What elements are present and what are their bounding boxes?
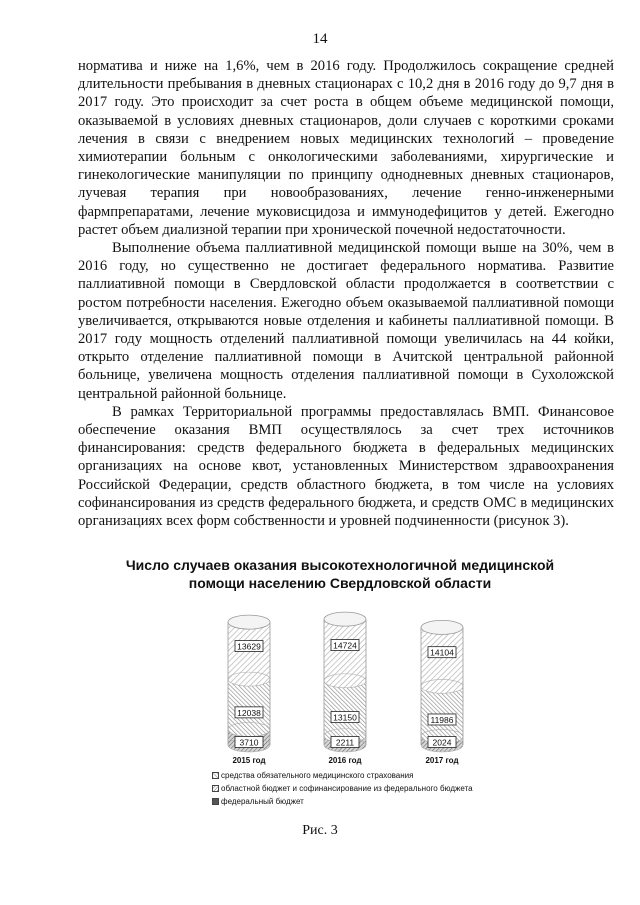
segment-regional [324, 681, 366, 736]
legend-item-regional [212, 782, 512, 795]
segment-oms-base [228, 672, 270, 686]
data-label [235, 641, 263, 652]
data-label-text: 13150 [333, 712, 357, 723]
cylinder-top [421, 620, 463, 634]
figure-title: Число случаев оказания высокотехнологичной медицинской помощи населению Свердловской области [125, 557, 555, 591]
bar-stack [228, 615, 270, 752]
data-label-text: 14104 [430, 647, 454, 658]
bar-stack [324, 612, 366, 752]
data-label [235, 707, 263, 718]
data-label-text: 2024 [432, 737, 452, 748]
paragraph: норматива и ниже на 1,6%, чем в 2016 году. Продолжилось сокращение средней длительности пребывания в дневных стационарах с 10,2 дня в 2016 году до 9,7 дня в 2017 году. Это происходит за счет роста в общем объеме медицинской помощи, оказываемой в условиях дневных стационаров, доли случаев с короткими сроками лечения в связи с внедрением новых медицинских технологий – проведение химиотерапии больным с онкологическими заболеваниями, хирургические и гинекологические манипуляции по принципу однодневных дневных стационаров, лучевая терапия при новообразованиях, лечение генно-инженерными фармпрепаратами, лечение муковисцидоза и иммунодефицитов у детей. Ежегодно растет объем диализной терапии при хронической почечной недостаточности. [78, 58, 614, 238]
cylinder-top [228, 615, 270, 629]
segment-oms-base [421, 679, 463, 693]
data-label-text: 12038 [237, 707, 261, 718]
data-label [428, 714, 456, 725]
data-label-text: 14724 [333, 640, 357, 651]
segment-regional [421, 686, 463, 736]
paragraph: В рамках Территориальной программы предоставлялась ВМП. Финансовое обеспечение оказания ВМП осуществлялось за счет трех источников финансирования: средств федерального бюджета в федеральных медицинских организациях на основе квот, установленных Министерством здравоохранения Российской Федерации, средств областного бюджета, в том числе на условиях софинансирования из средств федерального бюджета, и средств ОМС в медицинских организациях всех форм собственности и уровней подчиненности (рисунок 3). [78, 403, 614, 530]
legend-label: средства обязательного медицинского страхования [221, 771, 414, 780]
page-number: 14 [312, 31, 328, 47]
data-label [428, 647, 456, 658]
data-label-text: 3710 [239, 737, 259, 748]
chart-canvas [200, 605, 500, 775]
legend-swatch-federal [212, 798, 219, 805]
legend-label: областной бюджет и софинансирование из федерального бюджета [221, 784, 473, 793]
legend-item-oms [212, 769, 512, 782]
paragraph: Выполнение объема паллиативной медицинской помощи выше на 30%, чем в 2016 году, но существенно не достигает федерального норматива. Развитие паллиативной помощи в Свердловской области продолжается в соответствии с ростом потребности населения. Ежегодно объем оказываемой паллиативной помощи увеличивается, открываются новые отделения и кабинеты паллиативной помощи. В 2017 году мощность отделений паллиативной помощи увеличилась на 44 койки, открыто отделение паллиативной помощи в Ачитской центральной районной больнице, увеличена мощность отделения паллиативной помощи в Сухоложской центральной районной больнице. [78, 240, 614, 402]
segment-regional-base [228, 722, 270, 736]
segment-regional [228, 679, 270, 729]
bar-stack [421, 620, 463, 752]
data-label [428, 737, 456, 748]
category-label: 2017 год [425, 756, 459, 765]
chart-legend [212, 769, 512, 808]
data-label-text: 11986 [430, 714, 454, 725]
data-label [331, 737, 359, 748]
data-label [331, 712, 359, 723]
legend-item-federal [212, 795, 512, 808]
data-label [235, 737, 263, 748]
cylinder-top [324, 612, 366, 626]
legend-label: федеральный бюджет [221, 797, 304, 806]
data-label [331, 640, 359, 651]
data-label-text: 13629 [237, 641, 261, 652]
data-label-text: 2211 [335, 737, 355, 748]
body-text [78, 57, 614, 530]
legend-swatch-oms [212, 772, 219, 779]
segment-oms-base [324, 674, 366, 688]
category-label: 2016 год [328, 756, 362, 765]
category-label: 2015 год [232, 756, 266, 765]
figure-caption: Рис. 3 [302, 823, 338, 838]
legend-swatch-regional [212, 785, 219, 792]
